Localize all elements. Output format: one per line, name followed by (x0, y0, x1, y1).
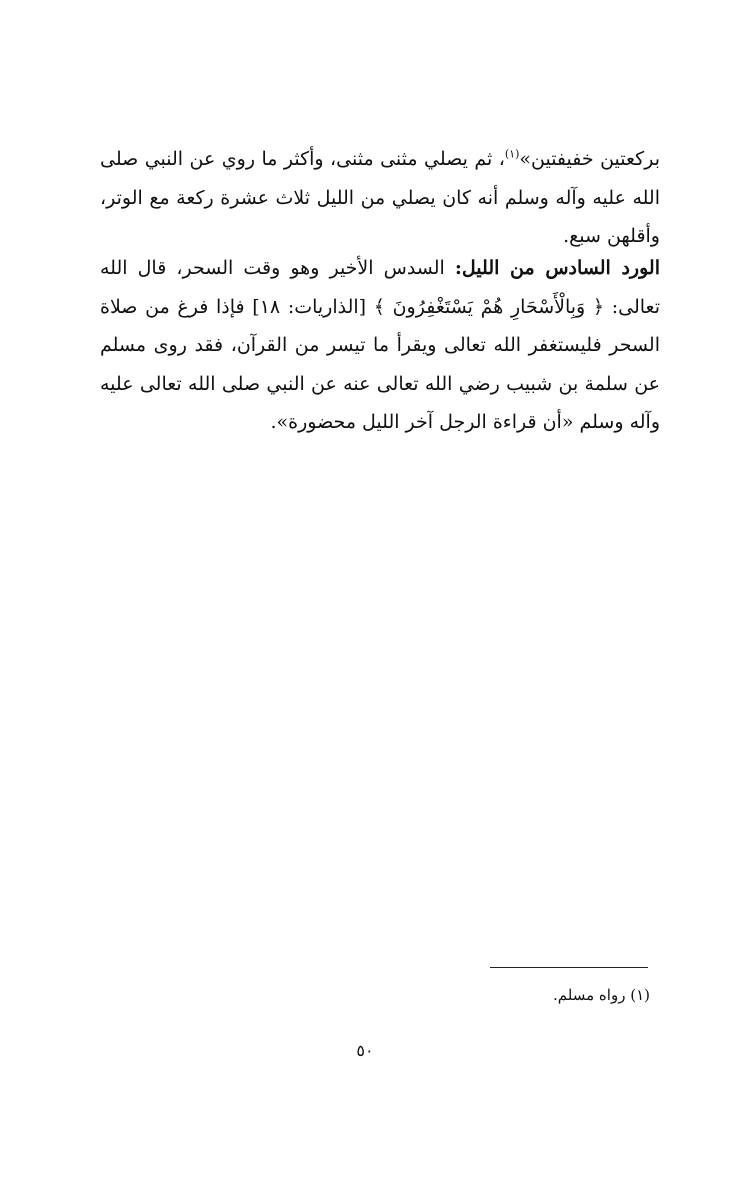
paragraph-2 (100, 249, 660, 442)
paragraph-1-text-after-ref: ، ثم يصلي مثنى مثنى، وأكثر ما روي عن النبي صلى الله عليه وآله وسلم أنه كان يصلي من الليل ثلاث عشرة ركعة مع الوتر، وأقلهن سبع. (100, 148, 660, 247)
paragraph-2-text-1: السدس الأخير وهو وقت السحر، قال الله تعالى: (100, 257, 660, 318)
page-number: ٥٠ (356, 1041, 374, 1060)
quran-verse: ﴿ وَبِالْأَسْحَارِ هُمْ يَسْتَغْفِرُونَ ﴾ (373, 295, 605, 318)
paragraph-1 (100, 140, 660, 256)
paragraph-2-text-2: [الذاريات: ١٨] فإذا فرغ من صلاة السحر فليستغفر الله تعالى ويقرأ ما تيسر من القرآن، فقد روى مسلم عن سلمة بن شبيب رضي الله تعالى عنه عن النبي صلى الله تعالى عليه وآله وسلم «أن قراءة الرجل آخر الليل محضورة». (100, 295, 660, 433)
footnote-divider (490, 967, 648, 968)
footnote: (١) رواه مسلم. (553, 986, 650, 1004)
footnote-reference: (١) (504, 147, 520, 161)
paragraph-1-text-before-ref: بركعتين خفيفتين» (519, 148, 660, 170)
section-heading-lead: الورد السادس من الليل: (454, 257, 660, 279)
